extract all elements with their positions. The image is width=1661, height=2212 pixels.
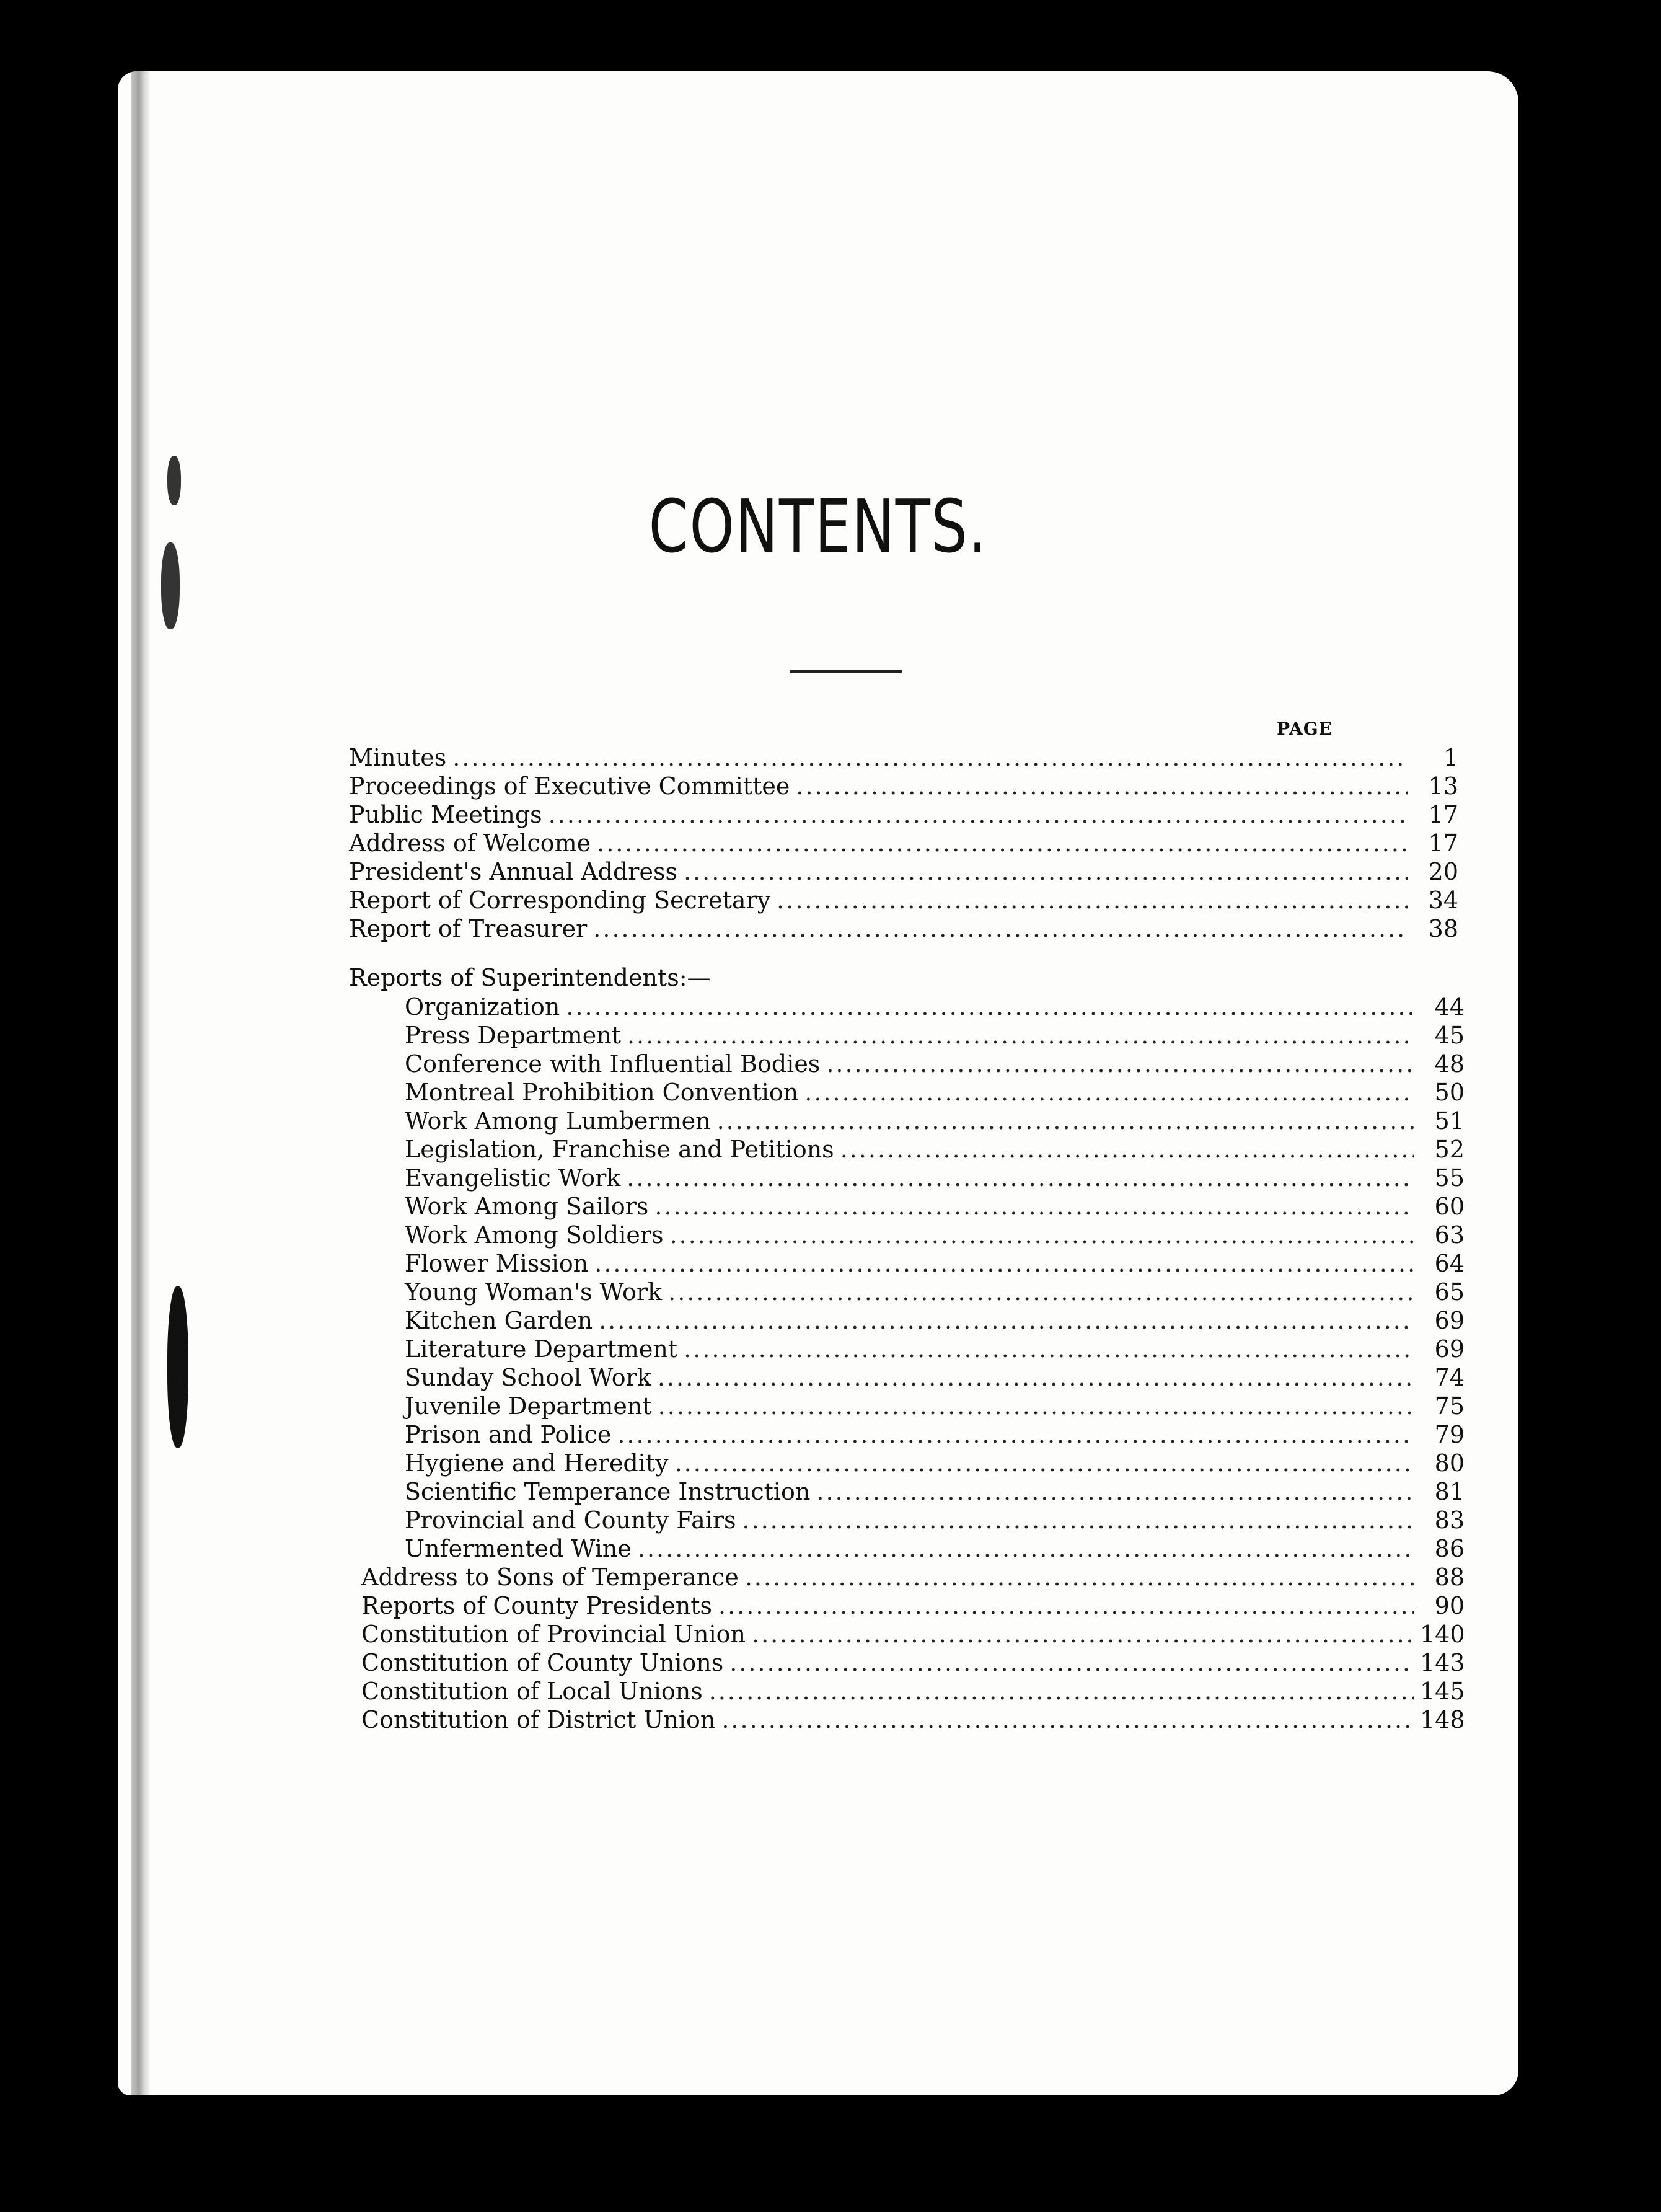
toc-entry-page: 81	[1434, 1478, 1465, 1505]
toc-entry-label: Legislation, Franchise and Petitions	[405, 1136, 834, 1163]
toc-entry-label: Flower Mission	[405, 1250, 589, 1277]
leader-dots	[717, 1107, 1414, 1135]
toc-entry-label: Juvenile Department	[405, 1392, 652, 1420]
toc-entry-label: Young Woman's Work	[405, 1278, 663, 1306]
leader-dots	[627, 1022, 1414, 1049]
toc-entry-page: 63	[1434, 1221, 1465, 1249]
toc-entry-label: Work Among Soldiers	[405, 1221, 664, 1249]
leader-dots	[599, 1307, 1414, 1334]
toc-entry-label: Report of Corresponding Secretary	[349, 887, 771, 914]
toc-entry-page: 34	[1428, 887, 1458, 914]
ink-stain	[167, 456, 181, 505]
toc-subentry	[405, 1449, 1465, 1478]
document-page	[118, 71, 1518, 2095]
toc-entry	[349, 744, 1458, 772]
leader-dots	[816, 1478, 1414, 1505]
leader-dots	[684, 1335, 1414, 1363]
toc-entry-page: 80	[1434, 1449, 1465, 1477]
toc-entry-page: 17	[1428, 801, 1458, 828]
toc-entry-page: 13	[1428, 772, 1458, 800]
leader-dots	[658, 1364, 1414, 1391]
toc-subentry	[405, 1421, 1465, 1449]
toc-entry-label: Unfermented Wine	[405, 1535, 632, 1562]
leader-dots	[452, 744, 1408, 771]
toc-entry-page: 45	[1434, 1022, 1465, 1049]
toc-entry-page: 83	[1434, 1506, 1465, 1534]
toc-entry-page: 17	[1428, 830, 1458, 857]
toc-entry-page: 74	[1434, 1364, 1465, 1391]
toc-entry-page: 1	[1443, 744, 1458, 771]
toc-entry-label: Sunday School Work	[405, 1364, 651, 1391]
toc-entry	[361, 1621, 1465, 1649]
section-heading	[349, 964, 1458, 993]
toc-subentry	[405, 1307, 1465, 1335]
toc-entry-page: 60	[1434, 1193, 1465, 1220]
toc-subentry	[405, 1136, 1465, 1164]
leader-dots	[721, 1706, 1414, 1733]
toc-entry	[349, 858, 1458, 887]
leader-dots	[675, 1449, 1414, 1477]
toc-entry-label: Evangelistic Work	[405, 1164, 621, 1192]
binding-gutter	[131, 71, 150, 2095]
toc-entry	[349, 887, 1458, 915]
leader-dots	[670, 1221, 1414, 1249]
leader-dots	[593, 915, 1408, 942]
toc-entry-page: 148	[1420, 1706, 1465, 1733]
section-heading-label: Reports of Superintendents:—	[349, 964, 711, 991]
leader-dots	[742, 1506, 1414, 1534]
toc-entry-label: Constitution of County Unions	[361, 1649, 724, 1676]
toc-entry-label: Prison and Police	[405, 1421, 612, 1448]
toc-entry-page: 20	[1428, 858, 1458, 885]
leader-dots	[594, 1250, 1414, 1277]
toc-subentry	[405, 1107, 1465, 1136]
title-rule	[790, 670, 902, 673]
toc-entry-page: 51	[1434, 1107, 1465, 1135]
leader-dots	[658, 1392, 1414, 1420]
toc-entry-page: 86	[1434, 1535, 1465, 1562]
toc-entry-label: Address of Welcome	[349, 830, 591, 857]
toc-entry-page: 38	[1428, 915, 1458, 942]
page-column-header: PAGE	[1277, 719, 1333, 739]
leader-dots	[668, 1278, 1414, 1306]
toc-subentry	[405, 1335, 1465, 1364]
toc-entry-page: 48	[1434, 1050, 1465, 1077]
toc-entry-label: Address to Sons of Temperance	[361, 1564, 739, 1591]
toc-entry-label: Proceedings of Executive Committee	[349, 772, 790, 800]
toc-subentry	[405, 1506, 1465, 1535]
toc-entry-page: 65	[1434, 1278, 1465, 1306]
leader-dots	[718, 1592, 1414, 1619]
toc-subentry	[405, 1278, 1465, 1307]
toc-entry-page: 44	[1434, 993, 1465, 1020]
toc-entry-label: Constitution of Local Unions	[361, 1678, 703, 1705]
leader-dots	[597, 830, 1408, 857]
leader-dots	[709, 1678, 1414, 1705]
leader-dots	[840, 1136, 1414, 1163]
toc-entry-page: 50	[1434, 1079, 1465, 1106]
toc-entry-page: 143	[1420, 1649, 1465, 1676]
toc-subentry	[405, 1079, 1465, 1107]
toc-entry-label: Constitution of District Union	[361, 1706, 716, 1733]
leader-dots	[729, 1649, 1414, 1676]
toc-entry-label: Kitchen Garden	[405, 1307, 593, 1334]
toc-entry	[349, 801, 1458, 830]
toc-entry	[361, 1678, 1465, 1706]
toc-subentry	[405, 1164, 1465, 1193]
leader-dots	[777, 887, 1408, 914]
toc-subentry	[405, 993, 1465, 1022]
toc-entry-label: Organization	[405, 993, 560, 1020]
toc-subentry	[405, 1022, 1465, 1050]
toc-entry-page: 90	[1434, 1592, 1465, 1619]
page-title: CONTENTS.	[648, 484, 988, 569]
toc-entry-page: 55	[1434, 1164, 1465, 1192]
toc-entry-label: Reports of County Presidents	[361, 1592, 712, 1619]
toc-entry-page: 69	[1434, 1335, 1465, 1363]
leader-dots	[752, 1621, 1414, 1648]
toc-subentry	[405, 1392, 1465, 1421]
leader-dots	[796, 772, 1408, 800]
leader-dots	[745, 1564, 1414, 1591]
toc-entry-label: Provincial and County Fairs	[405, 1506, 736, 1534]
toc-entry-label: Constitution of Provincial Union	[361, 1621, 746, 1648]
leader-dots	[627, 1164, 1414, 1192]
toc-entry-label: Scientific Temperance Instruction	[405, 1478, 811, 1505]
toc-entry	[361, 1564, 1465, 1592]
toc-subentry	[405, 1193, 1465, 1221]
toc-subentry	[405, 1050, 1465, 1079]
leader-dots	[617, 1421, 1414, 1448]
toc-subentry	[405, 1364, 1465, 1392]
toc-entry-label: Press Department	[405, 1022, 621, 1049]
toc-entry-page: 79	[1434, 1421, 1465, 1448]
toc-entry-page: 69	[1434, 1307, 1465, 1334]
toc-entry-label: President's Annual Address	[349, 858, 677, 885]
leader-dots	[684, 858, 1408, 885]
toc-subentry	[405, 1221, 1465, 1250]
toc-entry-label: Work Among Lumbermen	[405, 1107, 711, 1135]
toc-entry-label: Conference with Influential Bodies	[405, 1050, 821, 1077]
toc-subentry	[405, 1478, 1465, 1506]
toc-entry-page: 88	[1434, 1564, 1465, 1591]
toc-entry-label: Literature Department	[405, 1335, 678, 1363]
leader-dots	[549, 801, 1408, 828]
toc-subentry	[405, 1250, 1465, 1278]
toc-entry	[361, 1649, 1465, 1678]
ink-stain	[161, 542, 180, 629]
toc-entry-label: Minutes	[349, 744, 447, 771]
toc-entry-label: Work Among Sailors	[405, 1193, 649, 1220]
ink-stain	[167, 1286, 188, 1448]
leader-dots	[638, 1535, 1414, 1562]
toc-entry-page: 145	[1420, 1678, 1465, 1705]
toc-entry-page: 140	[1420, 1621, 1465, 1648]
toc-subentry	[405, 1535, 1465, 1564]
leader-dots	[654, 1193, 1414, 1220]
toc-entry-page: 52	[1434, 1136, 1465, 1163]
toc-entry	[349, 772, 1458, 801]
leader-dots	[804, 1079, 1414, 1106]
leader-dots	[566, 993, 1414, 1020]
toc-entry-label: Public Meetings	[349, 801, 542, 828]
toc-entry-page: 75	[1434, 1392, 1465, 1420]
toc-entry-page: 64	[1434, 1250, 1465, 1277]
toc-entry	[349, 915, 1458, 944]
toc-entry	[361, 1592, 1465, 1621]
toc-entry	[349, 830, 1458, 858]
leader-dots	[826, 1050, 1414, 1077]
toc-entry-label: Hygiene and Heredity	[405, 1449, 669, 1477]
toc-entry-label: Montreal Prohibition Convention	[405, 1079, 799, 1106]
toc-entry	[361, 1706, 1465, 1735]
toc-entry-label: Report of Treasurer	[349, 915, 588, 942]
